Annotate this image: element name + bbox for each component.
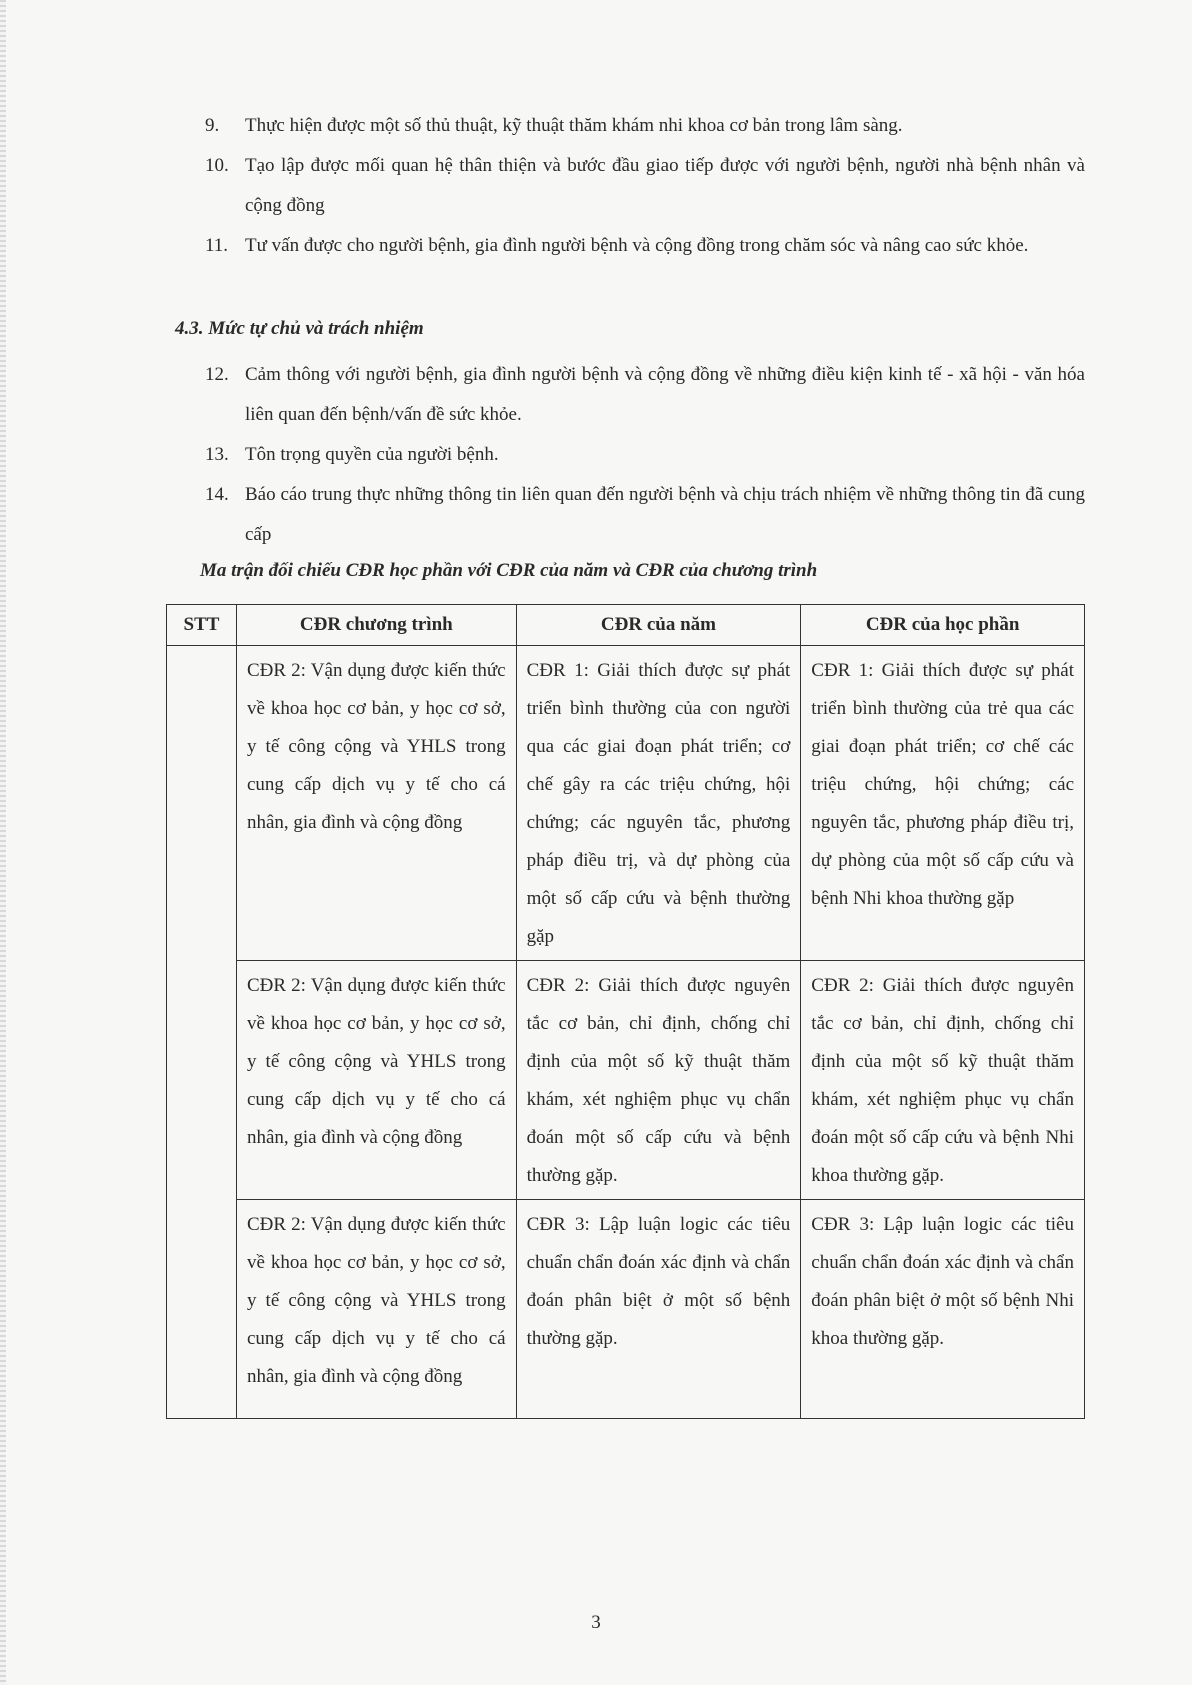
stt-cell: [167, 646, 237, 1419]
list-item: [205, 435, 1085, 475]
list-item: [205, 475, 1085, 555]
program-outcome-cell: CĐR 2: Vận dụng được kiến thức về khoa học cơ bản, y học cơ sở, y tế công cộng và YHLS trong cung cấp dịch vụ y tế cho cá nhân, gia đình và cộng đồng: [236, 961, 516, 1200]
responsibility-list: [205, 355, 1085, 555]
item-text: Thực hiện được một số thủ thuật, kỹ thuật thăm khám nhi khoa cơ bản trong lâm sàng.: [245, 115, 903, 136]
header-course-outcome: CĐR của học phần: [801, 605, 1085, 646]
list-item: [205, 355, 1085, 435]
list-item: [205, 226, 1085, 266]
year-outcome-cell: CĐR 2: Giải thích được nguyên tắc cơ bản, chỉ định, chống chỉ định của một số kỹ thuật thăm khám, xét nghiệm phục vụ chẩn đoán một số cấp cứu và bệnh thường gặp.: [516, 961, 801, 1200]
course-outcome-cell: CĐR 2: Giải thích được nguyên tắc cơ bản, chỉ định, chống chỉ định của một số kỹ thuật thăm khám, xét nghiệm phục vụ chẩn đoán một số cấp cứu và bệnh Nhi khoa thường gặp.: [801, 961, 1085, 1200]
section-heading: 4.3. Mức tự chủ và trách nhiệm: [175, 318, 424, 339]
item-text: Tư vấn được cho người bệnh, gia đình người bệnh và cộng đồng trong chăm sóc và nâng cao sức khỏe.: [245, 235, 1029, 256]
item-number: 14.: [205, 484, 229, 505]
list-item: [205, 106, 1085, 146]
scan-edge: [0, 0, 6, 1685]
table-row: [167, 646, 1085, 961]
program-outcome-cell: CĐR 2: Vận dụng được kiến thức về khoa học cơ bản, y học cơ sở, y tế công cộng và YHLS trong cung cấp dịch vụ y tế cho cá nhân, gia đình và cộng đồng: [236, 1200, 516, 1419]
item-text: Cảm thông với người bệnh, gia đình người bệnh và cộng đồng về những điều kiện kinh tế - xã hội - văn hóa liên quan đến bệnh/vấn đề sức khỏe.: [245, 364, 1085, 425]
item-number: 11.: [205, 235, 229, 256]
year-outcome-cell: CĐR 1: Giải thích được sự phát triển bình thường của con người qua các giai đoạn phát triển; cơ chế gây ra các triệu chứng, hội chứng; các nguyên tắc, phương pháp điều trị, và dự phòng của một số cấp cứu và bệnh thường gặp: [516, 646, 801, 961]
table-row: [167, 1200, 1085, 1419]
matrix-title: Ma trận đối chiếu CĐR học phần với CĐR của năm và CĐR của chương trình: [200, 560, 818, 581]
year-outcome-cell: CĐR 3: Lập luận logic các tiêu chuẩn chẩn đoán xác định và chẩn đoán phân biệt ở một số bệnh thường gặp.: [516, 1200, 801, 1419]
item-text: Báo cáo trung thực những thông tin liên quan đến người bệnh và chịu trách nhiệm về những thông tin đã cung cấp: [245, 484, 1085, 545]
skills-list: [205, 106, 1085, 266]
item-text: Tạo lập được mối quan hệ thân thiện và bước đầu giao tiếp được với người bệnh, người nhà bệnh nhân và cộng đồng: [245, 155, 1085, 216]
item-number: 13.: [205, 444, 229, 465]
list-item: [205, 146, 1085, 226]
header-year-outcome: CĐR của năm: [516, 605, 801, 646]
header-program-outcome: CĐR chương trình: [236, 605, 516, 646]
item-number: 12.: [205, 364, 229, 385]
outcome-matrix-table: [166, 604, 1085, 1419]
course-outcome-cell: CĐR 1: Giải thích được sự phát triển bình thường của trẻ qua các giai đoạn phát triển; cơ chế các triệu chứng, hội chứng; các nguyên tắc, phương pháp điều trị, dự phòng của một số cấp cứu và bệnh Nhi khoa thường gặp: [801, 646, 1085, 961]
course-outcome-cell: CĐR 3: Lập luận logic các tiêu chuẩn chẩn đoán xác định và chẩn đoán phân biệt ở một số bệnh Nhi khoa thường gặp.: [801, 1200, 1085, 1419]
program-outcome-cell: CĐR 2: Vận dụng được kiến thức về khoa học cơ bản, y học cơ sở, y tế công cộng và YHLS trong cung cấp dịch vụ y tế cho cá nhân, gia đình và cộng đồng: [236, 646, 516, 961]
header-stt: STT: [167, 605, 237, 646]
item-number: 9.: [205, 115, 220, 136]
table-row: [167, 961, 1085, 1200]
page-number: 3: [591, 1612, 601, 1633]
item-text: Tôn trọng quyền của người bệnh.: [245, 444, 499, 465]
item-number: 10.: [205, 155, 229, 176]
table-header-row: [167, 605, 1085, 646]
